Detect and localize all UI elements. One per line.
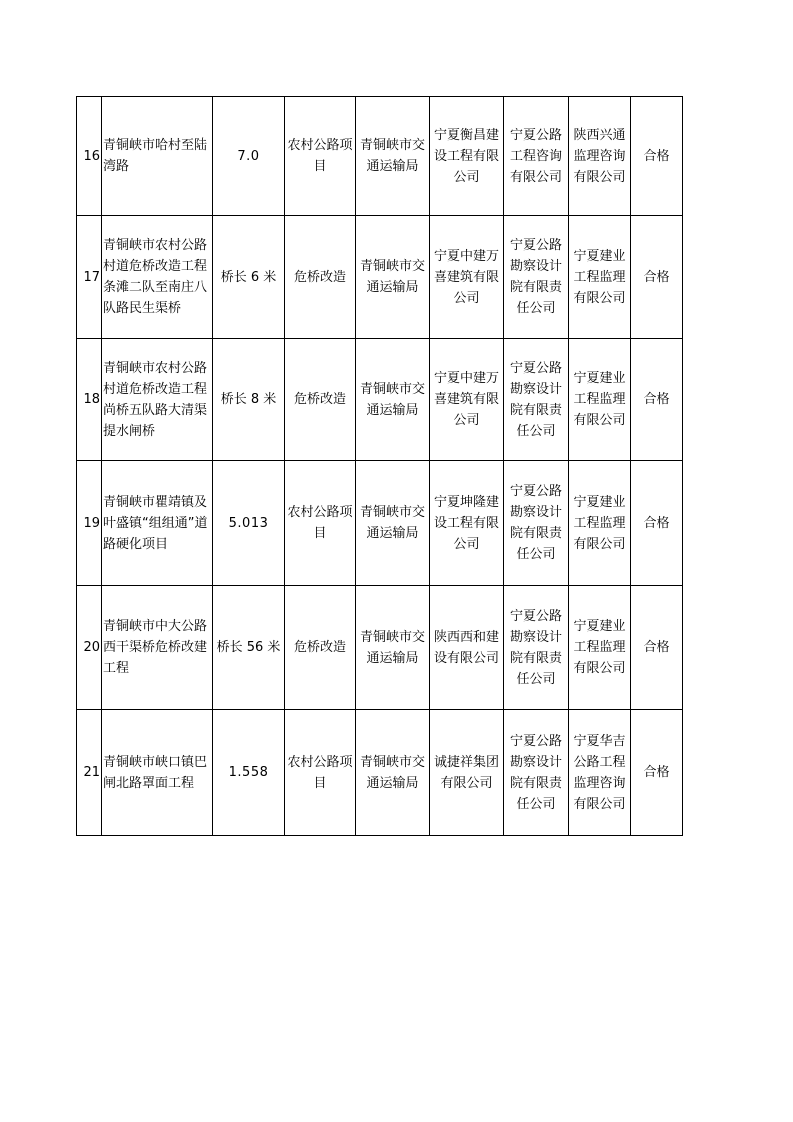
row-number: 19 (77, 461, 102, 586)
supervision-company: 宁夏建业工程监理有限公司 (569, 216, 631, 339)
project-length: 5.013 (213, 461, 285, 586)
table-row (77, 710, 683, 836)
construction-company: 宁夏坤隆建设工程有限公司 (430, 461, 504, 586)
construction-company: 宁夏中建万喜建筑有限公司 (430, 339, 504, 461)
project-name: 青铜峡市农村公路村道危桥改造工程 尚桥五队路大清渠提水闸桥 (102, 339, 213, 461)
inspection-result: 合格 (631, 216, 683, 339)
project-length: 桥长 8 米 (213, 339, 285, 461)
project-name: 青铜峡市哈村至陆湾路 (102, 97, 213, 216)
project-type: 危桥改造 (285, 216, 356, 339)
project-type: 农村公路项目 (285, 97, 356, 216)
table-row (77, 339, 683, 461)
project-name: 青铜峡市峡口镇巴闸北路罩面工程 (102, 710, 213, 836)
design-company: 宁夏公路勘察设计院有限责任公司 (504, 586, 569, 710)
project-length: 7.0 (213, 97, 285, 216)
inspection-result: 合格 (631, 461, 683, 586)
project-owner: 青铜峡市交通运输局 (356, 97, 430, 216)
project-type: 危桥改造 (285, 586, 356, 710)
inspection-result: 合格 (631, 339, 683, 461)
row-number: 17 (77, 216, 102, 339)
project-type: 危桥改造 (285, 339, 356, 461)
construction-company: 宁夏衡昌建设工程有限公司 (430, 97, 504, 216)
project-owner: 青铜峡市交通运输局 (356, 710, 430, 836)
project-owner: 青铜峡市交通运输局 (356, 216, 430, 339)
project-length: 桥长 6 米 (213, 216, 285, 339)
supervision-company: 宁夏华吉公路工程监理咨询有限公司 (569, 710, 631, 836)
design-company: 宁夏公路勘察设计院有限责任公司 (504, 339, 569, 461)
project-owner: 青铜峡市交通运输局 (356, 461, 430, 586)
inspection-result: 合格 (631, 97, 683, 216)
supervision-company: 陕西兴通监理咨询有限公司 (569, 97, 631, 216)
project-type: 农村公路项目 (285, 710, 356, 836)
row-number: 20 (77, 586, 102, 710)
inspection-result: 合格 (631, 586, 683, 710)
project-table (76, 96, 683, 836)
row-number: 18 (77, 339, 102, 461)
row-number: 21 (77, 710, 102, 836)
project-name: 青铜峡市中大公路西干渠桥危桥改建工程 (102, 586, 213, 710)
project-name: 青铜峡市农村公路村道危桥改造工程 条滩二队至南庄八队路民生渠桥 (102, 216, 213, 339)
construction-company: 宁夏中建万喜建筑有限公司 (430, 216, 504, 339)
row-number: 16 (77, 97, 102, 216)
project-type: 农村公路项目 (285, 461, 356, 586)
project-length: 桥长 56 米 (213, 586, 285, 710)
table-row (77, 586, 683, 710)
table-row (77, 216, 683, 339)
design-company: 宁夏公路勘察设计院有限责任公司 (504, 216, 569, 339)
design-company: 宁夏公路勘察设计院有限责任公司 (504, 461, 569, 586)
supervision-company: 宁夏建业工程监理有限公司 (569, 339, 631, 461)
construction-company: 诚捷祥集团有限公司 (430, 710, 504, 836)
inspection-result: 合格 (631, 710, 683, 836)
project-length: 1.558 (213, 710, 285, 836)
supervision-company: 宁夏建业工程监理有限公司 (569, 461, 631, 586)
project-name: 青铜峡市瞿靖镇及叶盛镇“组组通”道路硬化项目 (102, 461, 213, 586)
construction-company: 陕西西和建设有限公司 (430, 586, 504, 710)
design-company: 宁夏公路勘察设计院有限责任公司 (504, 710, 569, 836)
project-owner: 青铜峡市交通运输局 (356, 339, 430, 461)
table-row (77, 461, 683, 586)
design-company: 宁夏公路工程咨询有限公司 (504, 97, 569, 216)
supervision-company: 宁夏建业工程监理有限公司 (569, 586, 631, 710)
table-row (77, 97, 683, 216)
project-owner: 青铜峡市交通运输局 (356, 586, 430, 710)
